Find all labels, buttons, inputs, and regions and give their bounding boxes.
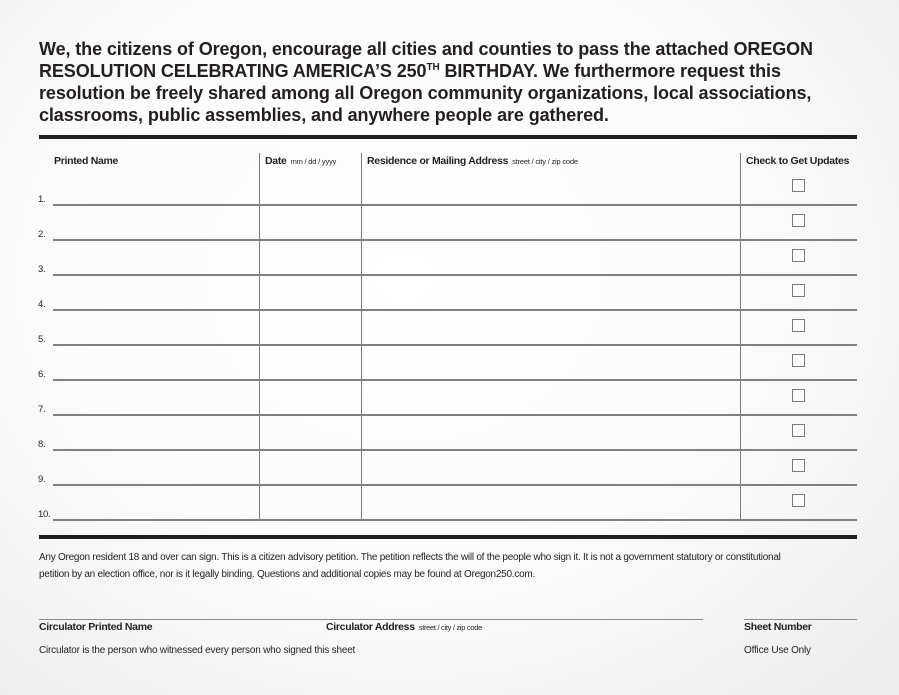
intro-line-2 [39,60,879,82]
name-field[interactable] [53,225,258,238]
column-hint: street / city / zip code [512,157,578,166]
date-field[interactable] [260,505,360,518]
intro-line-2-pre: RESOLUTION CELEBRATING AMERICA’S 250 [39,61,427,81]
circulator-signature-line [39,619,703,620]
row-number: 3. [38,264,46,275]
column-label: Printed Name [54,155,119,167]
name-field[interactable] [53,365,258,378]
intro-line-3: resolution be freely shared among all Oregon community organizations, local associations, [39,83,812,103]
address-field[interactable] [362,260,739,273]
row-number: 9. [38,474,46,485]
date-field[interactable] [260,295,360,308]
disclaimer-line-1: Any Oregon resident 18 and over can sign. This is a citizen advisory petition. The petition reflects the will of the people who sign it. It is not a government statutory or constitutional [39,552,781,563]
circulator-name-label: Circulator Printed Name [39,621,153,633]
row-number: 1. [38,194,46,205]
row-underline [53,519,857,521]
circulator-address-hint: street / city / zip code [418,623,482,632]
column-label: Check to Get Updates [746,155,850,167]
row-underline [53,274,857,276]
address-field[interactable] [362,505,739,518]
row-underline [53,204,857,206]
address-field[interactable] [362,190,739,203]
row-underline [53,484,857,486]
row-number: 2. [38,229,46,240]
intro-line-4: classrooms, public assemblies, and anywhere people are gathered. [39,105,609,125]
updates-checkbox[interactable] [792,214,805,227]
circulator-name-field[interactable] [39,604,319,617]
name-field[interactable] [53,505,258,518]
column-hint: mm / dd / yyyy [290,157,337,166]
address-field[interactable] [362,225,739,238]
row-number: 5. [38,334,46,345]
row-number: 8. [38,439,46,450]
updates-checkbox[interactable] [792,179,805,192]
name-field[interactable] [53,190,258,203]
sheet-number-line [744,619,857,620]
disclaimer [39,550,879,583]
row-number: 10. [38,509,51,520]
address-field[interactable] [362,330,739,343]
updates-checkbox[interactable] [792,354,805,367]
date-field[interactable] [260,330,360,343]
bottom-divider [39,535,857,539]
address-field[interactable] [362,470,739,483]
row-underline [53,379,857,381]
updates-checkbox[interactable] [792,249,805,262]
updates-checkbox[interactable] [792,319,805,332]
updates-checkbox[interactable] [792,494,805,507]
updates-checkbox[interactable] [792,424,805,437]
date-field[interactable] [260,260,360,273]
column-header-address [367,155,578,167]
name-field[interactable] [53,470,258,483]
row-underline [53,239,857,241]
intro-line-1: We, the citizens of Oregon, encourage all cities and counties to pass the attached OREGON [39,39,813,59]
updates-checkbox[interactable] [792,284,805,297]
circulator-address-field[interactable] [326,604,703,617]
updates-checkbox[interactable] [792,389,805,402]
row-number: 4. [38,299,46,310]
column-header-printed-name [54,155,118,167]
address-field[interactable] [362,435,739,448]
name-field[interactable] [53,330,258,343]
circulator-note: Circulator is the person who witnessed every person who signed this sheet [39,645,356,656]
name-field[interactable] [53,295,258,308]
sheet-office-note: Office Use Only [744,645,811,656]
row-number: 6. [38,369,46,380]
date-field[interactable] [260,435,360,448]
row-underline [53,309,857,311]
column-header-updates [746,155,849,167]
date-field[interactable] [260,365,360,378]
circulator-address-label [326,621,482,634]
name-field[interactable] [53,400,258,413]
date-field[interactable] [260,225,360,238]
column-label: Date [265,155,287,167]
petition-intro [39,38,879,126]
address-field[interactable] [362,400,739,413]
address-field[interactable] [362,295,739,308]
circulator-address-label-text: Circulator Address [326,621,415,633]
intro-line-2-sup: TH [426,62,440,73]
column-header-date [265,155,336,167]
row-number: 7. [38,404,46,415]
row-underline [53,344,857,346]
column-label: Residence or Mailing Address [367,155,509,167]
row-underline [53,449,857,451]
sheet-number-label: Sheet Number [744,621,812,633]
date-field[interactable] [260,470,360,483]
date-field[interactable] [260,400,360,413]
address-field[interactable] [362,365,739,378]
date-field[interactable] [260,190,360,203]
name-field[interactable] [53,435,258,448]
row-underline [53,414,857,416]
sheet-number-field[interactable] [744,604,857,617]
disclaimer-line-2: petition by an election office, nor is it legally binding. Questions and additional copies may be found at Oregon250.com. [39,568,536,580]
intro-line-2-post: BIRTHDAY. We furthermore request this [439,61,781,81]
top-divider [39,135,857,139]
column-divider-updates [740,153,741,520]
name-field[interactable] [53,260,258,273]
updates-checkbox[interactable] [792,459,805,472]
